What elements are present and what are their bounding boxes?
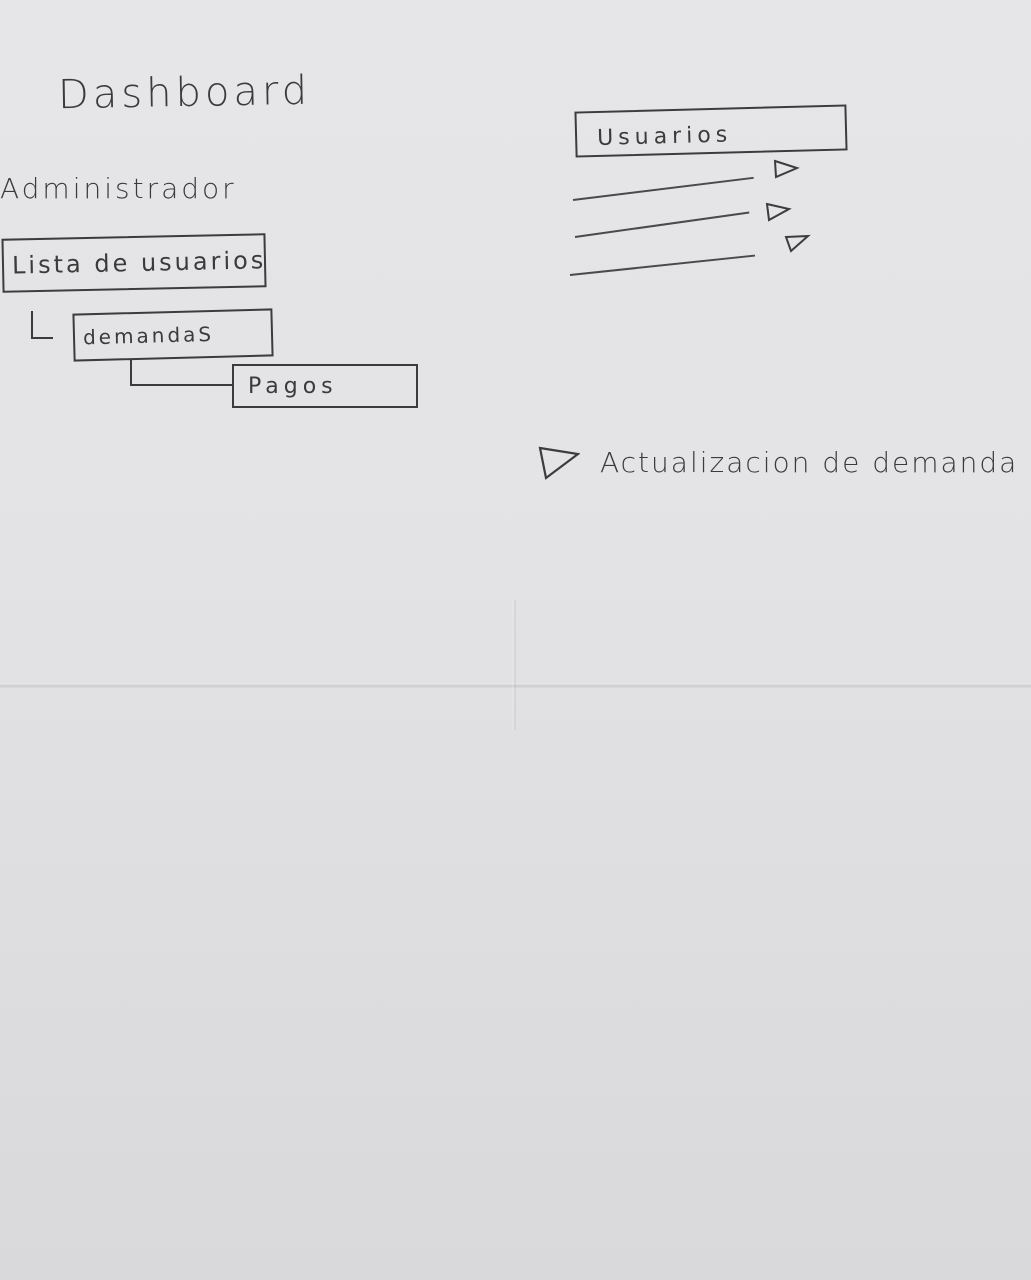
usuarios-header: Usuarios [574,104,847,157]
page-title: Dashboard [57,67,312,119]
pagos-button[interactable]: Pagos [232,364,418,408]
user-row-line[interactable] [573,177,754,201]
triangle-play-icon [538,444,580,480]
paper-fold-vertical [512,600,516,730]
user-row-line[interactable] [570,255,755,276]
notification-item[interactable] [538,444,1018,480]
lista-usuarios-button[interactable]: Lista de usuarios [1,233,266,293]
tree-connector [130,360,232,386]
tree-connector [31,311,53,339]
demandas-button[interactable]: demandaS [72,308,273,361]
triangle-play-icon[interactable] [772,158,800,180]
user-row-line[interactable] [575,212,750,238]
notification-label: Actualizacion de demanda [600,445,1019,479]
role-label: Administrador [0,172,237,205]
triangle-play-icon[interactable] [764,201,792,223]
triangle-play-icon[interactable] [783,232,811,254]
